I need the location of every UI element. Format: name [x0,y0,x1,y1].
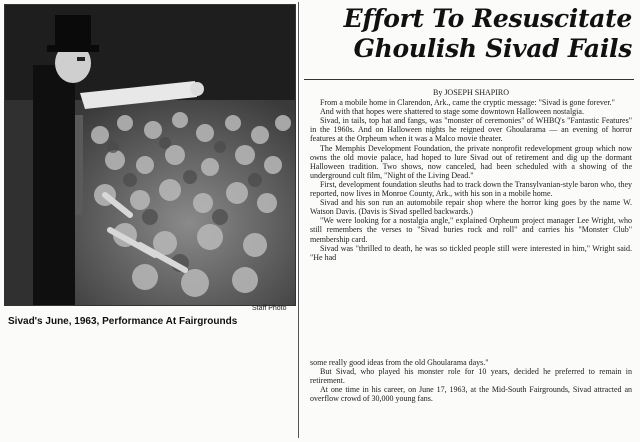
article-body [310,88,632,262]
article-continuation [310,358,632,403]
headline [306,4,632,64]
paragraph: The Memphis Development Foundation, the private nonprofit redevelopment group which now owns the old movie palace, had hoped to lure Sivad out of retirement and dig up the dormant Halloween tradition. Two shows, now canceled, had been scheduled with a showing of the underground cult film, "Night of the Living Dead." [310,143,632,180]
paragraph: First, development foundation sleuths had to track down the Transylvanian-style baron who, they reported, now lives in Monroe County, Ark., with his son in a mobile home. [310,179,632,199]
column-divider [298,2,299,438]
paragraph: some really good ideas from the old Ghoularama days." [310,358,489,367]
byline: By JOSEPH SHAPIRO [432,88,510,97]
headline-line-1: Effort To Resuscitate [343,4,632,33]
headline-rule [304,79,634,80]
paragraph: And with that hopes were shattered to stage some downtown Halloween nostalgia. [320,107,584,117]
paragraph: At one time in his career, on June 17, 1963, at the Mid-South Fairgrounds, Sivad attracted an overflow crowd of 30,000 young fans. [310,385,632,404]
crowd-photo-image [5,5,295,305]
paragraph: Sivad, in tails, top hat and fangs, was "monster of ceremonies" of WHBQ's "Fantastic Features" in the 1960s. And on Halloween nights he reigned over Ghoularama — an evening of horror features at the Orpheum when it was a Malco movie theater. [310,116,632,144]
paragraph: But Sivad, who played his monster role for 10 years, decided he preferred to remain in retirement. [310,367,632,386]
photo-caption: Sivad's June, 1963, Performance At Fairgrounds [8,316,238,327]
paragraph: Sivad was "thrilled to death, he was so tickled people still were interested in him," Wright said. "He had [310,243,632,262]
paragraph: "We were looking for a nostalgia angle," explained Orpheum project manager Lee Wright, who still remembers the verses to "Sivad buries rock and roll" and carries his "Monster Club" membership card. [310,216,632,244]
paragraph: From a mobile home in Clarendon, Ark., came the cryptic message: "Sivad is gone forever." [320,98,615,108]
photo [4,4,296,306]
headline-line-2: Ghoulish Sivad Fails [353,34,632,63]
photo-credit: Staff Photo [252,305,287,312]
paragraph: Sivad and his son run an automobile repair shop where the horror king goes by the name W. Watson Davis. (Davis is Sivad spelled backwards.) [310,198,632,217]
